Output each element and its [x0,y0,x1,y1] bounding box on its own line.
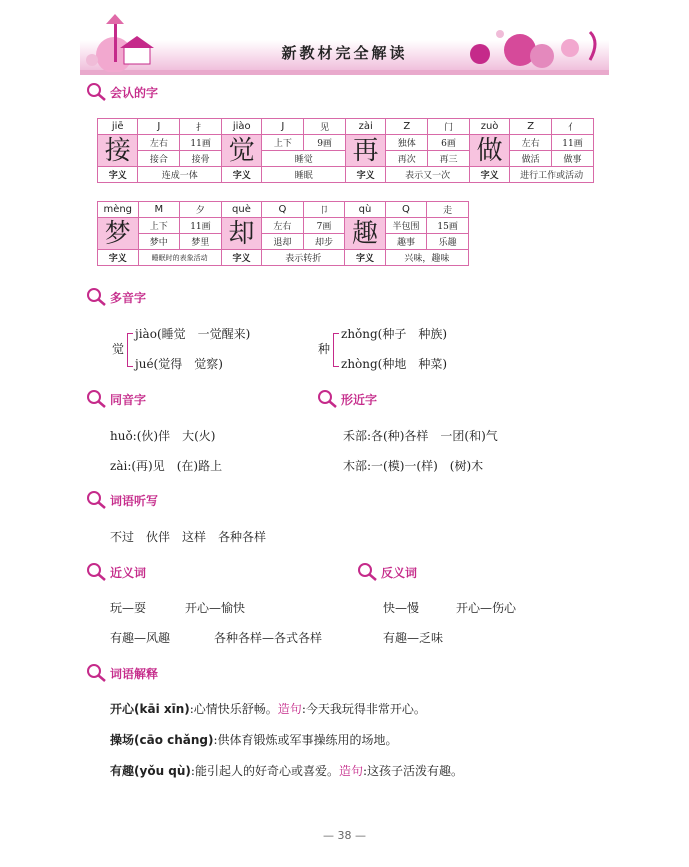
antonym-pair: 有趣—乏味 [383,631,444,645]
synonym-pair: 玩—耍 [110,601,147,615]
radical: 夕 [180,202,222,218]
pinyin: zài [345,119,385,135]
char-table-1 [97,118,594,183]
meaning: 兴味，趣味 [385,250,468,266]
big-char: 再 [345,135,385,167]
strokes: 9画 [304,135,346,151]
explanation-line [110,731,398,748]
antonym-pair: 开心—伤心 [456,601,517,615]
big-char: 接 [98,135,138,167]
explanation-line [110,762,463,779]
meaning-label: 字义 [222,167,262,183]
term-pinyin: (yǒu qù) [134,764,191,778]
similar-shape-line: 禾部:各(种)各样 一团(和)气 [343,429,498,443]
big-char: 却 [221,218,261,250]
radical-letter: Z [386,119,428,135]
section-title: 近义词 [110,565,147,580]
brace [127,333,133,367]
section-title: 词语听写 [110,493,159,508]
pinyin: zuò [469,119,509,135]
synonym-pair: 开心—愉快 [185,601,246,615]
radical: 走 [427,202,469,218]
meaning-label: 字义 [98,250,139,266]
section-header-synonyms [86,562,146,582]
meaning-label: 字义 [345,167,385,183]
polyphonic-reading: zhòng(种地 种菜) [341,357,448,371]
section-header-polyphonic [86,287,146,307]
magnifier-icon [317,389,339,409]
term: 开心 [110,702,135,716]
page-title: 新教材完全解读 [281,44,408,62]
word: 做活 [510,151,552,167]
radical: 见 [304,119,346,135]
meaning: 表示又一次 [386,167,469,183]
radical-letter: J [138,119,180,135]
definition: :供体育锻炼或军事操练用的场地。 [213,733,398,747]
term-pinyin: (kāi xīn) [134,702,190,716]
section-header-homophones [86,389,146,409]
structure: 左右 [262,218,304,234]
meaning-label: 字义 [469,167,509,183]
word: 却步 [303,234,345,250]
example-label: 造句 [338,764,363,778]
strokes: 6画 [428,135,470,151]
pinyin: què [221,202,261,218]
magnifier-icon [86,82,108,102]
pinyin: mèng [98,202,139,218]
word: 接骨 [180,151,222,167]
explanation-line [110,700,426,717]
word: 再次 [386,151,428,167]
section-header-recognize-chars [86,82,158,102]
meaning: 表示转折 [262,250,345,266]
term-pinyin: (cāo chǎng) [134,733,214,747]
magnifier-icon [86,562,108,582]
strokes: 11画 [180,135,222,151]
section-header-dictation [86,490,158,510]
radical-letter: Z [510,119,552,135]
magnifier-icon [357,562,379,582]
word: 乐趣 [427,234,469,250]
homophone-line: huǒ:(伙)伴 大(火) [110,429,216,443]
dictation-words: 不过 伙伴 这样 各种各样 [110,530,267,544]
big-char: 做 [469,135,509,167]
example-sentence: :今天我玩得非常开心。 [301,702,426,716]
word: 趣事 [385,234,427,250]
homophone-line: zài:(再)见 (在)路上 [110,459,223,473]
word: 做事 [552,151,594,167]
radical: 门 [428,119,470,135]
strokes: 11画 [180,218,222,234]
section-header-antonyms [357,562,417,582]
meaning-label: 字义 [345,250,385,266]
section-title: 词语解释 [110,666,159,681]
example-sentence: :这孩子活泼有趣。 [362,764,464,778]
meaning-label: 字义 [98,167,138,183]
strokes: 7画 [303,218,345,234]
example-label: 造句 [277,702,302,716]
radical: 亻 [552,119,594,135]
magnifier-icon [86,490,108,510]
polyphonic-reading: zhǒng(种子 种族) [341,327,448,341]
meaning-label: 字义 [221,250,261,266]
polyphonic-reading: jué(觉得 觉察) [135,357,223,371]
pinyin: jiē [98,119,138,135]
synonym-pair: 有趣—风趣 [110,631,171,645]
strokes: 11画 [552,135,594,151]
structure: 半包围 [385,218,427,234]
pinyin: qù [345,202,385,218]
section-title: 多音字 [110,290,147,305]
pinyin: jiào [222,119,262,135]
section-title: 同音字 [110,392,147,407]
term: 有趣 [110,764,135,778]
similar-shape-line: 木部:一(模)一(样) (树)木 [343,459,484,473]
section-title: 形近字 [341,392,378,407]
big-char: 觉 [222,135,262,167]
brace [333,333,339,367]
section-title: 反义词 [381,565,418,580]
magnifier-icon [86,389,108,409]
word: 退却 [262,234,304,250]
char-table-2 [97,201,469,266]
word: 梦中 [138,234,180,250]
term: 操场 [110,733,135,747]
structure: 左右 [138,135,180,151]
section-title: 会认的字 [110,85,159,100]
definition: :心情快乐舒畅。 [189,702,278,716]
big-char: 梦 [98,218,139,250]
meaning: 连成一体 [138,167,222,183]
polyphonic-reading: jiào(睡觉 一觉醒来) [135,327,251,341]
page-number: — 38 — [323,829,366,842]
meaning: 睡眠时的表象活动 [138,250,221,266]
magnifier-icon [86,663,108,683]
definition: :能引起人的好奇心或喜爱。 [190,764,339,778]
synonym-pair: 各种各样—各式各样 [214,631,323,645]
polyphonic-char-zhong: 种 [318,342,331,356]
big-char: 趣 [345,218,385,250]
word: 接合 [138,151,180,167]
antonym-pair: 快—慢 [383,601,420,615]
radical-letter: Q [385,202,427,218]
meaning: 进行工作或活动 [510,167,594,183]
radical: 扌 [180,119,222,135]
magnifier-icon [86,287,108,307]
radical-letter: J [262,119,304,135]
section-header-word-explanations [86,663,158,683]
word: 睡觉 [262,151,345,167]
word: 再三 [428,151,470,167]
word: 梦里 [180,234,222,250]
radical: 卩 [303,202,345,218]
radical-letter: Q [262,202,304,218]
structure: 上下 [138,218,180,234]
structure: 左右 [510,135,552,151]
polyphonic-char-jue: 觉 [112,342,125,356]
meaning: 睡眠 [262,167,345,183]
structure: 独体 [386,135,428,151]
strokes: 15画 [427,218,469,234]
radical-letter: M [138,202,180,218]
structure: 上下 [262,135,304,151]
section-header-similar-shapes [317,389,377,409]
